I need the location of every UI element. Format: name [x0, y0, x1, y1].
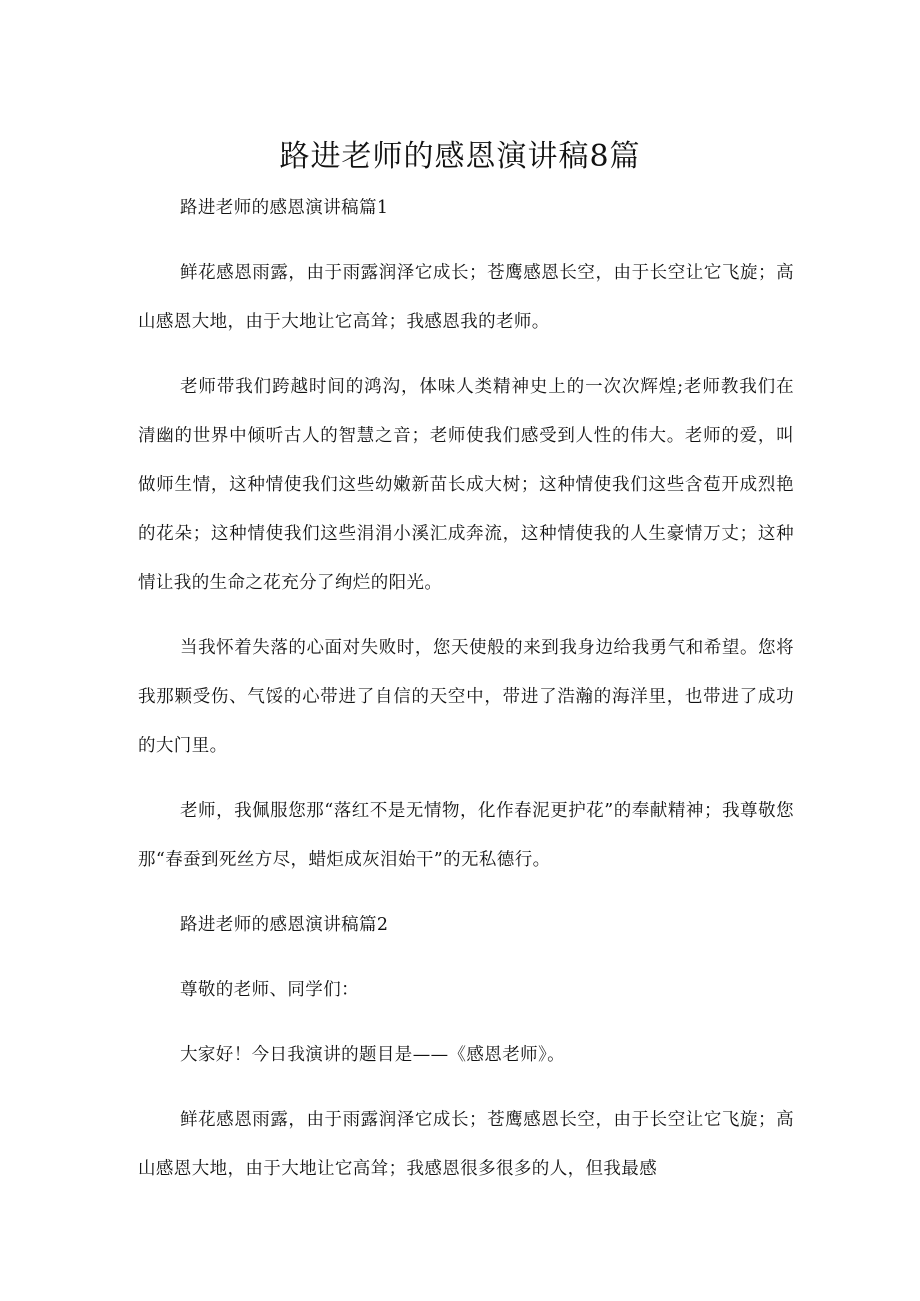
section-heading-1: 路进老师的感恩演讲稿篇1	[180, 198, 389, 218]
paragraph: 老师，我佩服您那“落红不是无情物，化作春泥更护花”的奉献精神；我尊敬您那“春蚕到死丝方尽，蜡炬成灰泪始干”的无私德行。	[138, 801, 794, 870]
paragraph: 大家好！今日我演讲的题目是——《感恩老师》。	[180, 1045, 566, 1065]
section-heading-2: 路进老师的感恩演讲稿篇2	[180, 915, 389, 935]
document-title: 路进老师的感恩演讲稿8篇	[279, 139, 641, 175]
document-body	[138, 184, 794, 1210]
paragraph: 鲜花感恩雨露，由于雨露润泽它成长；苍鹰感恩长空，由于长空让它飞旋；高山感恩大地，由于大地让它高耸；我感恩很多很多的人，但我最感	[138, 1110, 794, 1179]
paragraph: 尊敬的老师、同学们：	[180, 980, 359, 1000]
paragraph: 老师带我们跨越时间的鸿沟，体味人类精神史上的一次次辉煌;老师教我们在清幽的世界中倾听古人的智慧之音；老师使我们感受到人性的伟大。老师的爱，叫做师生情，这种情使我们这些幼嫩新苗长成大树；这种情使我们这些含苞开成烈艳的花朵；这种情使我们这些涓涓小溪汇成奔流，这种情使我的人生豪情万丈；这种情让我的生命之花充分了绚烂的阳光。	[138, 377, 794, 593]
paragraph: 当我怀着失落的心面对失败时，您天使般的来到我身边给我勇气和希望。您将我那颗受伤、气馁的心带进了自信的天空中，带进了浩瀚的海洋里，也带进了成功的大门里。	[138, 638, 794, 756]
paragraph: 鲜花感恩雨露，由于雨露润泽它成长；苍鹰感恩长空，由于长空让它飞旋；高山感恩大地，由于大地让它高耸；我感恩我的老师。	[138, 263, 794, 332]
